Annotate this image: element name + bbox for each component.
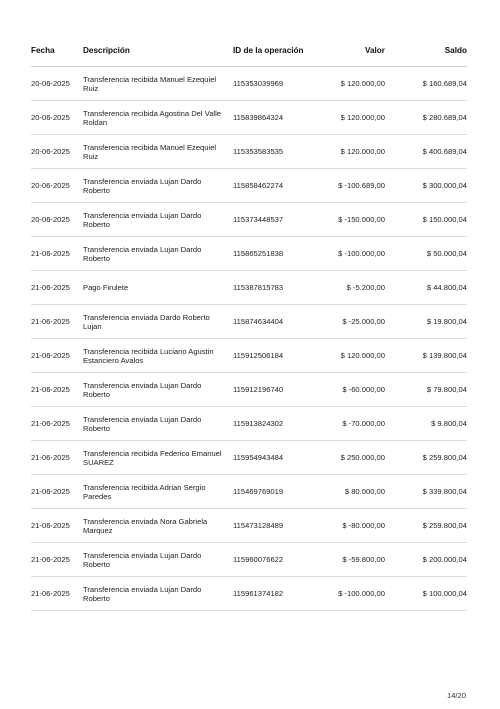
operation-id-cell: 115954943484 [233, 441, 311, 475]
balance-cell: $ 259.800,04 [385, 509, 467, 543]
balance-cell: $ 19.800,04 [385, 305, 467, 339]
operation-id-cell: 115961374182 [233, 577, 311, 611]
description-cell: Transferencia recibida Luciano Agustin Estanciero Avalos [83, 339, 233, 373]
description-cell: Transferencia enviada Lujan Dardo Roberto [83, 169, 233, 203]
operation-id-cell: 115865251838 [233, 237, 311, 271]
table-row [31, 305, 467, 339]
description-cell: Transferencia recibida Manuel Ezequiel Ruiz [83, 67, 233, 101]
date-cell: 20-06-2025 [31, 169, 83, 203]
operation-id-cell: 115960076622 [233, 543, 311, 577]
operation-id-cell: 115373448537 [233, 203, 311, 237]
table-row [31, 373, 467, 407]
operation-id-cell: 115473128489 [233, 509, 311, 543]
balance-cell: $ 280.689,04 [385, 101, 467, 135]
amount-cell: $ 120.000,00 [311, 101, 385, 135]
date-cell: 20-06-2025 [31, 101, 83, 135]
date-cell: 20-06-2025 [31, 135, 83, 169]
table-row [31, 509, 467, 543]
description-cell: Transferencia recibida Agostina Del Valle Roldan [83, 101, 233, 135]
balance-cell: $ 50.000,04 [385, 237, 467, 271]
amount-cell: $ 120.000,00 [311, 67, 385, 101]
balance-cell: $ 79.800,04 [385, 373, 467, 407]
date-cell: 21-06-2025 [31, 339, 83, 373]
balance-cell: $ 139.800,04 [385, 339, 467, 373]
date-cell: 21-06-2025 [31, 305, 83, 339]
table-row [31, 169, 467, 203]
transactions-table [31, 34, 467, 611]
balance-cell: $ 9.800,04 [385, 407, 467, 441]
table-row [31, 101, 467, 135]
amount-cell: $ -59.800,00 [311, 543, 385, 577]
table-row [31, 407, 467, 441]
operation-id-cell: 115353583535 [233, 135, 311, 169]
balance-cell: $ 300.000,04 [385, 169, 467, 203]
table-header-row [31, 34, 467, 67]
balance-cell: $ 100.000,04 [385, 577, 467, 611]
date-cell: 21-06-2025 [31, 543, 83, 577]
description-cell: Transferencia enviada Nora Gabriela Marquez [83, 509, 233, 543]
table-row [31, 475, 467, 509]
balance-cell: $ 44.800,04 [385, 271, 467, 305]
amount-cell: $ -5.200,00 [311, 271, 385, 305]
date-cell: 21-06-2025 [31, 441, 83, 475]
operation-id-cell: 115912506184 [233, 339, 311, 373]
description-cell: Transferencia enviada Lujan Dardo Roberto [83, 373, 233, 407]
description-cell: Transferencia recibida Manuel Ezequiel Ruiz [83, 135, 233, 169]
header-valor: Valor [311, 34, 385, 67]
header-id-operacion: ID de la operación [233, 34, 311, 67]
amount-cell: $ 120.000,00 [311, 135, 385, 169]
header-descripcion: Descripción [83, 34, 233, 67]
table-row [31, 67, 467, 101]
balance-cell: $ 339.800,04 [385, 475, 467, 509]
amount-cell: $ 250.000,00 [311, 441, 385, 475]
amount-cell: $ -100.689,00 [311, 169, 385, 203]
header-saldo: Saldo [385, 34, 467, 67]
description-cell: Transferencia recibida Federico Emanuel SUAREZ [83, 441, 233, 475]
description-cell: Transferencia enviada Lujan Dardo Roberto [83, 203, 233, 237]
date-cell: 20-06-2025 [31, 203, 83, 237]
date-cell: 21-06-2025 [31, 373, 83, 407]
table-row [31, 577, 467, 611]
balance-cell: $ 160.689,04 [385, 67, 467, 101]
table-row [31, 203, 467, 237]
table-row [31, 543, 467, 577]
date-cell: 21-06-2025 [31, 237, 83, 271]
operation-id-cell: 115912196740 [233, 373, 311, 407]
balance-cell: $ 259.800,04 [385, 441, 467, 475]
description-cell: Pago Firulete [83, 271, 233, 305]
description-cell: Transferencia enviada Lujan Dardo Roberto [83, 407, 233, 441]
date-cell: 20-06-2025 [31, 67, 83, 101]
amount-cell: $ -100.000,00 [311, 577, 385, 611]
description-cell: Transferencia enviada Lujan Dardo Roberto [83, 543, 233, 577]
description-cell: Transferencia enviada Dardo Roberto Lujan [83, 305, 233, 339]
balance-cell: $ 150.000,04 [385, 203, 467, 237]
operation-id-cell: 115858462274 [233, 169, 311, 203]
operation-id-cell: 115353039969 [233, 67, 311, 101]
amount-cell: $ -25.000,00 [311, 305, 385, 339]
amount-cell: $ 120.000,00 [311, 339, 385, 373]
description-cell: Transferencia recibida Adrian Sergio Paredes [83, 475, 233, 509]
amount-cell: $ -80.000,00 [311, 509, 385, 543]
balance-cell: $ 200.000,04 [385, 543, 467, 577]
operation-id-cell: 115469769019 [233, 475, 311, 509]
date-cell: 21-06-2025 [31, 509, 83, 543]
description-cell: Transferencia enviada Lujan Dardo Roberto [83, 237, 233, 271]
header-fecha: Fecha [31, 34, 83, 67]
operation-id-cell: 115913824302 [233, 407, 311, 441]
date-cell: 21-06-2025 [31, 271, 83, 305]
amount-cell: $ -70.000,00 [311, 407, 385, 441]
amount-cell: $ -100.000,00 [311, 237, 385, 271]
table-row [31, 237, 467, 271]
date-cell: 21-06-2025 [31, 577, 83, 611]
table-row [31, 135, 467, 169]
operation-id-cell: 115839864324 [233, 101, 311, 135]
date-cell: 21-06-2025 [31, 407, 83, 441]
operation-id-cell: 115387815783 [233, 271, 311, 305]
table-row [31, 339, 467, 373]
amount-cell: $ -60.000,00 [311, 373, 385, 407]
amount-cell: $ 80.000,00 [311, 475, 385, 509]
amount-cell: $ -150.000,00 [311, 203, 385, 237]
balance-cell: $ 400.689,04 [385, 135, 467, 169]
operation-id-cell: 115874634404 [233, 305, 311, 339]
description-cell: Transferencia enviada Lujan Dardo Roberto [83, 577, 233, 611]
table-row [31, 271, 467, 305]
table-row [31, 441, 467, 475]
page-number: 14/20 [446, 691, 466, 700]
date-cell: 21-06-2025 [31, 475, 83, 509]
transactions-body [31, 67, 467, 611]
